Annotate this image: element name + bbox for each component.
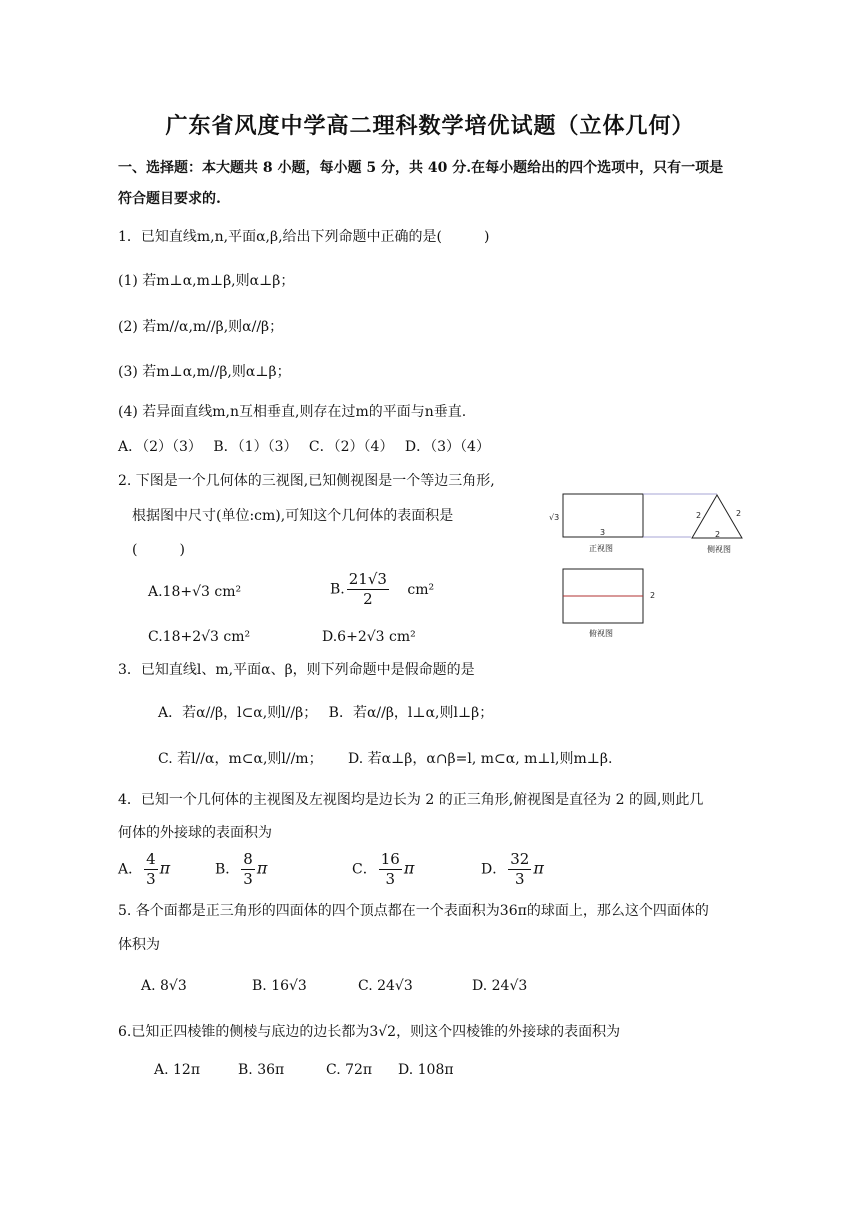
q2-option-c: C.18+2√3 cm² (148, 629, 251, 645)
q5-stem-line2: 体积为 (118, 937, 160, 953)
front-view-caption: 正视图 (589, 544, 613, 553)
q6-stem: 6.已知正四棱锥的侧棱与底边的边长都为3√2，则这个四棱锥的外接球的表面积为 (118, 1024, 621, 1040)
q3-stem: 3．已知直线l、m,平面α、β，则下列命题中是假命题的是 (118, 662, 475, 678)
q2-stem-line1: 2. 下图是一个几何体的三视图,已知侧视图是一个等边三角形, (118, 473, 495, 489)
q4-denominator: 3 (146, 870, 156, 888)
section-heading-line2: 符合题目要求的. (118, 191, 221, 207)
pi-symbol: π (533, 858, 544, 878)
q4-option-c (352, 852, 414, 887)
q2-option-a: A.18+√3 cm² (148, 584, 242, 600)
q2-option-d: D.6+2√3 cm² (322, 629, 416, 645)
front-view-width-label: 3 (600, 528, 606, 537)
q4-numerator: 8 (243, 850, 253, 868)
q4-option-label: B． (215, 861, 240, 878)
q2-option-b-fraction (347, 572, 389, 607)
q4-fraction (379, 852, 402, 887)
q4-option-label: C． (352, 861, 377, 878)
pi-symbol: π (403, 858, 415, 878)
front-view-height-label: √3 (549, 513, 560, 522)
q1-proposition-3: (3) 若m⊥α,m//β,则α⊥β； (118, 364, 291, 380)
document-title: 广东省风度中学高二理科数学培优试题（立体几何） (165, 114, 695, 139)
q3-options-cd: C. 若l//α，m⊂α,则l//m； D. 若α⊥β，α∩β=l, m⊂α, m⊥l,则m⊥β. (158, 751, 613, 767)
q6-option-c: C. 72π (326, 1062, 373, 1078)
q6-option-b: B. 36π (238, 1062, 285, 1078)
q4-fraction (144, 852, 158, 887)
q1-options: A．（2）（3） B．（1）（3） C．（2）（4） D．（3）（4） (118, 439, 490, 455)
q5-option-c: C. 24√3 (358, 978, 413, 994)
q4-option-a (118, 852, 170, 887)
q4-stem-line1: 4．已知一个几何体的主视图及左视图均是边长为 2 的正三角形,俯视图是直径为 2 的圆,则此几 (118, 792, 704, 808)
q2-option-b (330, 572, 434, 607)
q2-option-b-denominator: 2 (363, 590, 373, 608)
q2-three-view-figure (545, 488, 760, 643)
pi-symbol: π (256, 858, 268, 878)
q4-numerator: 32 (510, 850, 530, 868)
q2-stem-line2: 根据图中尺寸(单位:cm),可知这个几何体的表面积是 (132, 508, 454, 524)
side-view-caption: 侧视图 (707, 545, 731, 554)
q4-fraction (508, 852, 531, 887)
q4-denominator: 3 (385, 870, 396, 888)
side-view-right-label: 2 (736, 509, 742, 518)
side-view-bottom-label: 2 (715, 530, 721, 539)
q4-numerator: 16 (380, 850, 400, 868)
q2-option-b-label: B. (330, 581, 345, 598)
q2-option-b-numerator: 21√3 (348, 570, 387, 588)
q2-option-b-unit: cm² (407, 581, 435, 598)
q5-option-a: A. 8√3 (141, 978, 187, 994)
q2-answer-blank: ( ) (132, 542, 185, 558)
q1-stem: 1．已知直线m,n,平面α,β,给出下列命题中正确的是( ) (118, 229, 490, 245)
side-view-left-label: 2 (696, 511, 702, 520)
q4-denominator: 3 (243, 870, 253, 888)
q4-option-label: A． (118, 861, 143, 878)
q4-option-d (481, 852, 544, 887)
q4-option-label: D． (481, 861, 507, 878)
q1-proposition-2: (2) 若m//α,m//β,则α//β； (118, 319, 284, 335)
top-view-caption: 俯视图 (589, 629, 613, 638)
q5-option-b: B. 16√3 (252, 978, 307, 994)
q5-stem-line1: 5. 各个面都是正三角形的四面体的四个顶点都在一个表面积为36π的球面上，那么这个四面体的 (118, 903, 709, 919)
q5-option-d: D. 24√3 (472, 978, 528, 994)
section-heading-line1: 一、选择题：本大题共 8 小题，每小题 5 分，共 40 分.在每小题给出的四个选项中，只有一项是 (118, 160, 724, 176)
q4-stem-line2: 何体的外接球的表面积为 (118, 825, 272, 841)
q4-denominator: 3 (515, 870, 525, 888)
pi-symbol: π (159, 858, 171, 878)
q6-option-d: D. 108π (398, 1062, 454, 1078)
top-view-label: 2 (650, 591, 656, 600)
q1-proposition-4: (4) 若异面直线m,n互相垂直,则存在过m的平面与n垂直. (118, 404, 467, 420)
q3-options-ab: A．若α//β，l⊂α,则l//β； B．若α//β，l⊥α,则l⊥β； (158, 705, 494, 721)
q4-numerator: 4 (146, 850, 156, 868)
q4-fraction (241, 852, 255, 887)
q6-option-a: A. 12π (154, 1062, 201, 1078)
q4-option-b (215, 852, 267, 887)
q1-proposition-1: (1) 若m⊥α,m⊥β,则α⊥β； (118, 273, 295, 289)
